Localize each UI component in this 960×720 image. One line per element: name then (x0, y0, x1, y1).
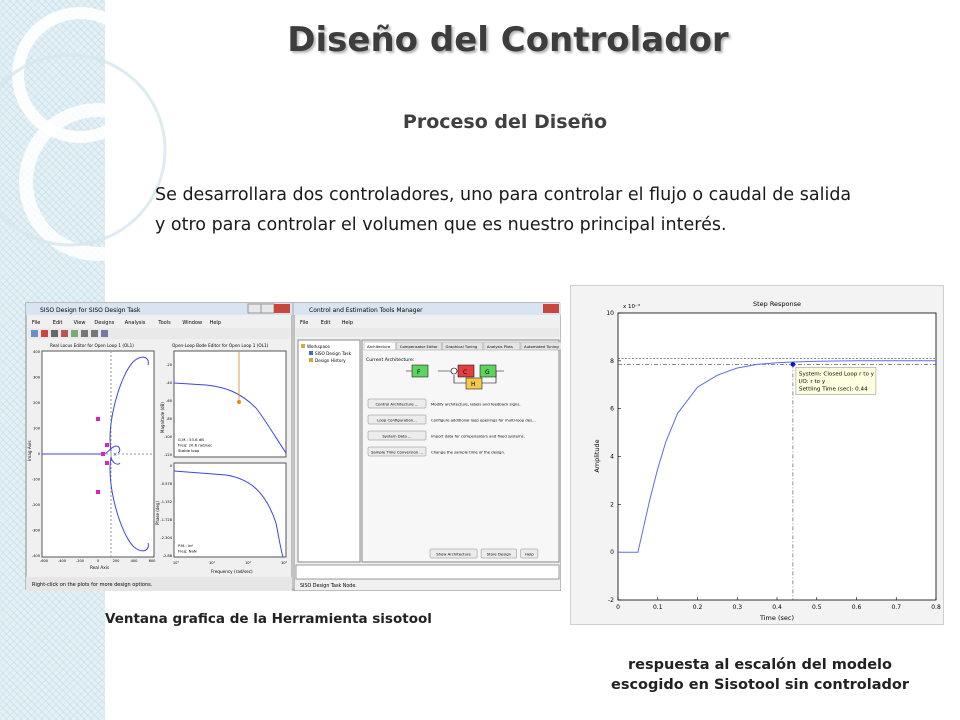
y-tick-label: 8 (610, 357, 614, 365)
block-g-label: G (485, 369, 490, 376)
y-exponent-label: x 10⁻³ (623, 304, 641, 310)
control-tools-menubar (300, 320, 353, 326)
datatip-line: Settling Time (sec): 0.44 (798, 386, 868, 393)
bode-title: Open-Loop Bode Editor for Open Loop 1 (OL1) (172, 343, 269, 348)
bottom-button-label: Show Architecture (436, 551, 471, 557)
root-locus-ytick: 400 (33, 350, 40, 354)
step-response-figure (570, 285, 944, 625)
tab-label: Graphical Tuning (445, 344, 478, 349)
control-status-text: SISO Design Task Node. (300, 584, 357, 589)
bode-xlabel: Frequency (rad/sec) (211, 569, 253, 574)
action-button-label: Sample Time Conversion ... (370, 449, 424, 455)
closed-loop-pole[interactable] (101, 452, 105, 456)
y-tick-label: 6 (610, 405, 614, 413)
block-c-label: C (463, 369, 468, 376)
y-tick-label: 2 (610, 501, 614, 509)
x-tick-label: 0.5 (811, 604, 822, 611)
toolbar-icon[interactable] (41, 330, 48, 337)
menu-item-designs[interactable]: Designs (94, 320, 115, 326)
step-xlabel: Time (sec) (759, 614, 795, 622)
tree-node-icon (301, 344, 305, 348)
step-plot-title: Step Response (752, 300, 802, 308)
step-ylabel: Amplitude (593, 439, 601, 473)
menu-item-analysis[interactable]: Analysis (124, 320, 146, 326)
magnitude-ytick: -100 (163, 435, 172, 439)
closed-loop-pole[interactable] (96, 417, 100, 421)
y-tick-label: -2 (608, 597, 614, 604)
gain-margin-marker[interactable] (237, 400, 241, 404)
workspace-tree[interactable] (298, 340, 360, 562)
datatip-line: I/O: r to y (798, 378, 826, 385)
root-locus-ylabel: Imag Axis (27, 440, 32, 461)
x-tick-label: 0.3 (732, 604, 743, 611)
y-tick-label: 10 (606, 310, 614, 317)
magnitude-ytick: -120 (163, 453, 172, 457)
root-locus-xtick: -200 (75, 559, 85, 563)
x-tick-label: 0.7 (891, 604, 902, 611)
root-locus-ytick: 200 (33, 401, 40, 405)
x-tick-label: 0.6 (851, 604, 862, 611)
task-tabs (364, 342, 561, 350)
block-h-label: H (471, 381, 476, 388)
open-loop-pole-marker: × (113, 452, 118, 458)
root-locus-xtick: 200 (112, 559, 120, 563)
maximize-button[interactable] (261, 304, 274, 313)
tree-item[interactable]: Workspace (307, 344, 330, 349)
phase-ytick: -1.152 (160, 500, 172, 504)
tree-node-icon (309, 351, 313, 355)
sisotool-status-text: Right-click on the plots for more design options. (32, 582, 153, 588)
action-description: Change the sample time of the design. (431, 449, 506, 455)
margin-line: Freq: 20.6 rad/sec (178, 442, 213, 448)
caption-sisotool: Ventana grafica de la Herramienta sisotool (105, 611, 432, 627)
action-button-label: System Data ... (382, 433, 412, 439)
menu-item-help[interactable]: Help (209, 320, 222, 326)
root-locus-title: Real Locus Editor for Open Loop 1 (OL1) (50, 343, 134, 348)
phase-ytick: -1.728 (160, 518, 172, 522)
closed-loop-pole[interactable] (105, 443, 109, 447)
margin-line: Stable loop (178, 448, 200, 453)
slide-paragraph: Se desarrollara dos controladores, uno para controlar el flujo o caudal de salida y otro para controlar el volumen que es nuestro principal interés. (155, 185, 852, 235)
action-description: Configure additional loop openings for multi-loop des... (431, 417, 536, 423)
y-tick-label: 4 (610, 453, 614, 461)
root-locus-xtick: 600 (148, 559, 156, 563)
toolbar-icon[interactable] (71, 330, 78, 337)
datatip[interactable] (796, 367, 876, 394)
minimize-button[interactable] (248, 304, 261, 313)
root-locus-ytick: -300 (31, 528, 40, 533)
phase-ytick: -0.576 (160, 482, 172, 486)
tab-label: Architecture (367, 344, 391, 349)
root-locus-xtick: 0 (96, 559, 100, 563)
root-locus-ytick: 0 (37, 452, 40, 456)
step-plot-area[interactable] (618, 313, 936, 600)
block-f-label: F (417, 369, 421, 376)
x-tick-label: 0.8 (931, 604, 941, 611)
tab-label: Automated Tuning (524, 344, 559, 349)
action-description: Modify architecture, labels and feedback signs. (431, 401, 521, 407)
magnitude-ytick: -60 (166, 399, 172, 403)
datatip-line: System: Closed Loop r to y (798, 371, 874, 378)
root-locus-ytick: 300 (33, 375, 40, 380)
control-tools-title: Control and Estimation Tools Manager (309, 307, 423, 314)
caption-step-line-1: respuesta al escalón del modelo (628, 657, 892, 673)
margin-line: G.M.: 53.8 dB (178, 437, 204, 442)
action-button-label: Control Architecture ... (375, 401, 419, 407)
caption-step-line-2: escogido en Sisotool sin controlador (611, 677, 909, 693)
magnitude-ytick: -20 (166, 363, 172, 367)
menu-item-tools[interactable]: Tools (158, 320, 171, 326)
root-locus-xtick: -600 (39, 559, 49, 563)
y-tick-label: 0 (610, 549, 614, 557)
toolbar-icon[interactable] (51, 330, 58, 337)
tree-item[interactable]: Design History (315, 358, 346, 363)
bottom-button-label: Help (524, 551, 534, 557)
phase-ytick: 0 (169, 464, 172, 468)
root-locus-ytick: -200 (31, 503, 40, 507)
bode-xtick: 10¹ (208, 561, 216, 565)
phase-margin-line: Freq: NaN (178, 548, 197, 554)
menu-item-help[interactable]: Help (341, 320, 354, 326)
status-log (296, 565, 559, 579)
tree-node-icon (309, 358, 313, 362)
bode-xtick: 10³ (280, 561, 288, 565)
magnitude-ytick: -80 (166, 417, 172, 421)
toolbar-icon[interactable] (91, 330, 98, 337)
action-button-label: Loop Configuration... (377, 417, 417, 423)
bottom-button-label: Store Design (486, 551, 512, 557)
closed-loop-pole[interactable] (96, 490, 100, 494)
slide-title: Diseño del Controlador (287, 20, 729, 60)
phase-ytick: -2.88 (162, 554, 172, 558)
settling-time-marker[interactable] (791, 362, 796, 367)
x-tick-label: 0.1 (652, 604, 663, 611)
root-locus-ytick: -100 (31, 477, 40, 482)
toolbar-icon[interactable] (31, 330, 38, 337)
toolbar-icon[interactable] (101, 330, 108, 337)
menu-item-view[interactable]: View (73, 320, 86, 326)
x-tick-label: 0.4 (772, 604, 782, 611)
root-locus-xtick: -400 (57, 559, 67, 563)
bode-xtick: 10² (244, 561, 252, 565)
phase-ytick: -2.304 (160, 536, 172, 540)
menu-item-window[interactable]: Window (182, 320, 203, 326)
sisotool-menubar (32, 320, 221, 326)
closed-loop-pole[interactable] (105, 461, 109, 465)
bottom-buttons (430, 549, 538, 558)
tab-label: Compensator Editor (399, 344, 438, 349)
root-locus-ytick: 100 (33, 426, 40, 431)
root-locus-ytick: -400 (31, 554, 40, 558)
phase-margin-line: P.M.: Inf (178, 543, 193, 548)
toolbar-icon[interactable] (61, 330, 68, 337)
caption-step-response (585, 655, 935, 695)
toolbar-icon[interactable] (81, 330, 88, 337)
tab-label: Analysis Plots (486, 344, 513, 349)
menu-item-edit[interactable]: Edit (320, 320, 331, 326)
close-button[interactable] (543, 304, 559, 313)
close-button[interactable] (274, 304, 290, 313)
menu-item-edit[interactable]: Edit (52, 320, 63, 326)
magnitude-ytick: -40 (166, 381, 172, 385)
x-tick-label: 0 (616, 604, 620, 611)
bode-xtick: 10° (172, 561, 180, 565)
root-locus-xlabel: Real Axis (90, 565, 110, 570)
menu-item-file[interactable]: File (32, 320, 41, 326)
matlab-screenshot (25, 302, 560, 590)
menu-item-file[interactable]: File (300, 320, 309, 326)
sisotool-title: SISO Design for SISO Design Task (40, 307, 141, 314)
slide-subtitle: Proceso del Diseño (402, 111, 608, 133)
magnitude-ylabel: Magnitude (dB) (160, 402, 165, 433)
control-tools-toolbar (296, 328, 559, 337)
x-tick-label: 0.2 (692, 604, 703, 611)
phase-ylabel: Phase (deg) (155, 501, 160, 525)
current-architecture-label: Current Architecture: (366, 358, 415, 363)
root-locus-xtick: 400 (130, 559, 138, 563)
tree-item[interactable]: SISO Design Task (315, 351, 352, 356)
action-description: Import data for compensators and fixed systems. (431, 433, 525, 439)
